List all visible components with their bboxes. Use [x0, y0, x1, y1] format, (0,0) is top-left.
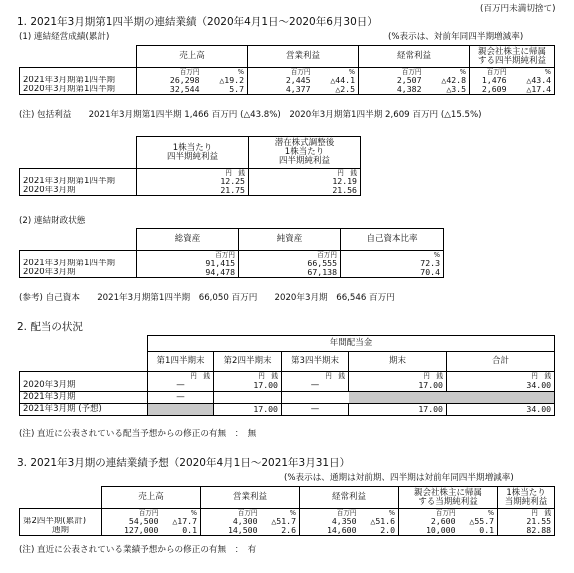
- col-header-net-income-line1: 親会社株主に帰属: [478, 46, 547, 57]
- value-cell: 2,600: [399, 517, 459, 526]
- value-cell: △43.4: [510, 76, 555, 85]
- row-label: 2021年3月期 (予想): [20, 403, 148, 415]
- col-header-eps: [498, 487, 555, 509]
- unit-cell: 百万円: [470, 68, 510, 77]
- value-cell: —: [148, 391, 214, 403]
- col-header-q1-end: 第1四半期末: [148, 352, 214, 372]
- section-3-title: 3. 2021年3月期の連結業績予想（2020年4月1日～2021年3月31日）: [17, 457, 351, 469]
- value-cell: 10,000: [399, 526, 459, 535]
- value-cell: 17.00: [349, 380, 447, 391]
- value-cell: 127,000: [102, 526, 162, 535]
- value-cell: 4,300: [201, 517, 261, 526]
- value-cell: 2,609: [470, 85, 510, 94]
- value-cell: [282, 391, 349, 403]
- value-cell: 5.7: [203, 85, 248, 94]
- section-1-title: 1. 2021年3月期第1四半期の連結業績（2020年4月1日～2020年6月30日）: [17, 16, 378, 28]
- col-header-sales: 売上高: [137, 46, 248, 68]
- value-cell: 2.0: [360, 526, 399, 535]
- unit-cell: 百万円: [399, 509, 459, 518]
- value-cell: 70.4: [341, 268, 444, 277]
- unit-note: (百万円未満切捨て): [480, 4, 556, 14]
- col-header-eps-line1: 1株当たり: [172, 142, 213, 153]
- value-cell: 91,415: [137, 259, 239, 268]
- col-header-operating-income: 営業利益: [248, 46, 359, 68]
- unit-cell: 円 銭: [447, 372, 555, 381]
- value-cell: 2.6: [261, 526, 300, 535]
- col-header-diluted-eps: [249, 137, 361, 169]
- value-cell: 14,600: [300, 526, 360, 535]
- unit-cell: 円 銭: [137, 169, 249, 178]
- row-label: 第2四半期(累計): [20, 517, 102, 526]
- unit-cell: %: [162, 509, 201, 518]
- col-header-net-income: [399, 487, 498, 509]
- unit-cell: 百万円: [137, 68, 203, 77]
- row-label: 2020年3月期: [20, 268, 137, 277]
- row-label: 2020年3月期第1四半期: [20, 85, 137, 94]
- unit-cell: %: [510, 68, 555, 77]
- value-cell: △42.8: [425, 76, 470, 85]
- unit-cell: %: [360, 509, 399, 518]
- col-header-net-income: [470, 46, 555, 68]
- col-header-total-assets: 総資産: [137, 229, 239, 251]
- value-cell: △3.5: [425, 85, 470, 94]
- value-cell: △51.7: [261, 517, 300, 526]
- col-header-net-income-line1: 親会社株主に帰属: [414, 487, 483, 498]
- corner-cell: [20, 487, 102, 509]
- value-cell: 17.00: [349, 403, 447, 415]
- value-cell: —: [282, 380, 349, 391]
- value-cell: 0.1: [162, 526, 201, 535]
- unit-cell: 百万円: [359, 68, 425, 77]
- col-header-diluted-eps-line3: 四半期純利益: [278, 155, 330, 166]
- value-cell: 54,500: [102, 517, 162, 526]
- unit-cell: 円 銭: [349, 372, 447, 381]
- operating-results-table: [19, 45, 555, 95]
- value-cell: 2,445: [248, 76, 314, 85]
- dividend-revision-note: (注) 直近に公表されている配当予想からの修正の有無 ： 無: [19, 429, 257, 439]
- corner-cell: [20, 336, 148, 352]
- value-cell: 4,350: [300, 517, 360, 526]
- col-header-operating-income: 営業利益: [201, 487, 300, 509]
- unit-cell: 百万円: [201, 509, 261, 518]
- annual-dividend-header: 年間配当金: [148, 336, 555, 352]
- value-cell: △55.7: [459, 517, 498, 526]
- col-header-sales: 売上高: [102, 487, 201, 509]
- row-label: [20, 251, 137, 260]
- unit-cell: 百万円: [239, 251, 341, 260]
- value-cell: 94,478: [137, 268, 239, 277]
- col-header-eps-line1: 1株当たり: [506, 487, 546, 498]
- value-cell: 67,138: [239, 268, 341, 277]
- value-cell: [447, 391, 555, 403]
- row-label: 2020年3月期: [20, 186, 137, 195]
- unit-cell: 百万円: [137, 251, 239, 260]
- value-cell: 66,555: [239, 259, 341, 268]
- col-header-equity-ratio: 自己資本比率: [341, 229, 444, 251]
- corner-cell: [20, 46, 137, 68]
- unit-cell: %: [203, 68, 248, 77]
- col-header-q2-end: 第2四半期末: [214, 352, 282, 372]
- col-header-eps-line2: 当期純利益: [504, 496, 548, 507]
- value-cell: [214, 391, 282, 403]
- value-cell: 14,500: [201, 526, 261, 535]
- row-label: 2021年3月期第1四半期: [20, 76, 137, 85]
- row-label: 2020年3月期: [20, 380, 148, 391]
- value-cell: △17.4: [510, 85, 555, 94]
- unit-cell: 百万円: [300, 509, 360, 518]
- comprehensive-income-note: (注) 包括利益 2021年3月期第1四半期 1,466 百万円 (△43.8%) 2020年3月期第1四半期 2,609 百万円 (△15.5%): [19, 110, 482, 120]
- forecast-revision-note: (注) 直近に公表されている業績予想からの修正の有無 ： 有: [19, 545, 257, 555]
- col-header-year-end: 期末: [349, 352, 447, 372]
- financial-position-table: [19, 228, 444, 278]
- row-label: [20, 68, 137, 77]
- value-cell: 2,507: [359, 76, 425, 85]
- value-cell: 17.00: [214, 403, 282, 415]
- unit-cell: 円 銭: [148, 372, 214, 381]
- col-header-net-income-line2: する当期純利益: [418, 496, 478, 507]
- value-cell: [148, 403, 214, 415]
- unit-cell: 百万円: [248, 68, 314, 77]
- value-cell: 26,298: [137, 76, 203, 85]
- row-label: 通期: [20, 526, 102, 535]
- equity-reference-note: (参考) 自己資本 2021年3月期第1四半期 66,050 百万円 2020年3月期 66,546 百万円: [19, 293, 395, 303]
- value-cell: 82.88: [498, 526, 555, 535]
- value-cell: 17.00: [214, 380, 282, 391]
- value-cell: 12.25: [137, 177, 249, 186]
- operating-results-subtitle: (1) 連結経営成績(累計): [19, 32, 110, 42]
- row-label: [20, 372, 148, 381]
- value-cell: 72.3: [341, 259, 444, 268]
- value-cell: —: [282, 403, 349, 415]
- col-header-net-income-line2: する四半期純利益: [478, 55, 547, 66]
- value-cell: △2.5: [314, 85, 359, 94]
- col-header-total: 合計: [447, 352, 555, 372]
- corner-cell: [20, 229, 137, 251]
- financial-position-subtitle: (2) 連結財政状態: [19, 216, 86, 226]
- col-header-q3-end: 第3四半期末: [282, 352, 349, 372]
- unit-cell: %: [261, 509, 300, 518]
- col-header-eps-line2: 四半期純利益: [166, 151, 218, 162]
- value-cell: 21.75: [137, 186, 249, 195]
- unit-cell: %: [425, 68, 470, 77]
- value-cell: △51.6: [360, 517, 399, 526]
- value-cell: 21.55: [498, 517, 555, 526]
- row-label: [20, 509, 102, 518]
- unit-cell: 百万円: [102, 509, 162, 518]
- value-cell: △19.2: [203, 76, 248, 85]
- value-cell: 1,476: [470, 76, 510, 85]
- value-cell: —: [148, 380, 214, 391]
- col-header-diluted-eps-line1: 潜在株式調整後: [274, 138, 335, 149]
- row-label: 2021年3月期第1四半期: [20, 259, 137, 268]
- unit-cell: %: [314, 68, 359, 77]
- operating-results-note: (%表示は、対前年同四半期増減率): [388, 32, 524, 42]
- value-cell: 32,544: [137, 85, 203, 94]
- corner-cell: [20, 352, 148, 372]
- forecast-table: [19, 486, 555, 536]
- section-2-title: 2. 配当の状況: [17, 321, 83, 333]
- unit-cell: 円 銭: [282, 372, 349, 381]
- value-cell: 34.00: [447, 380, 555, 391]
- row-label: 2021年3月期: [20, 391, 148, 403]
- value-cell: 12.19: [249, 177, 361, 186]
- corner-cell: [20, 137, 137, 169]
- dividends-table: [19, 335, 555, 416]
- row-label: 2021年3月期第1四半期: [20, 177, 137, 186]
- eps-table: [19, 136, 361, 196]
- value-cell: 34.00: [447, 403, 555, 415]
- col-header-diluted-eps-line2: 1株当たり: [284, 147, 325, 158]
- forecast-note: (%表示は、通期は対前期、四半期は対前年同四半期増減率): [284, 473, 514, 483]
- value-cell: △44.1: [314, 76, 359, 85]
- value-cell: 4,377: [248, 85, 314, 94]
- value-cell: [349, 391, 447, 403]
- value-cell: 21.56: [249, 186, 361, 195]
- unit-cell: 円 銭: [214, 372, 282, 381]
- value-cell: 4,382: [359, 85, 425, 94]
- unit-cell: %: [459, 509, 498, 518]
- col-header-ordinary-income: 経常利益: [300, 487, 399, 509]
- unit-cell: %: [341, 251, 444, 260]
- col-header-eps: [137, 137, 249, 169]
- col-header-ordinary-income: 経常利益: [359, 46, 470, 68]
- col-header-net-assets: 純資産: [239, 229, 341, 251]
- unit-cell: 円 銭: [249, 169, 361, 178]
- value-cell: △17.7: [162, 517, 201, 526]
- unit-cell: 円 銭: [498, 509, 555, 518]
- row-label: [20, 169, 137, 178]
- value-cell: 0.1: [459, 526, 498, 535]
